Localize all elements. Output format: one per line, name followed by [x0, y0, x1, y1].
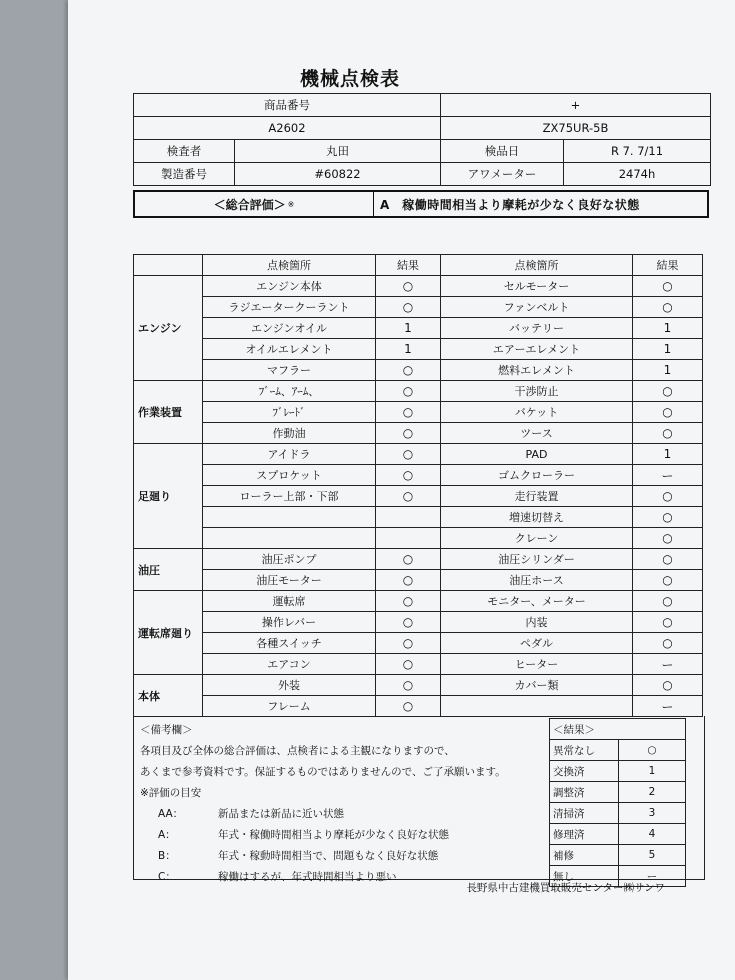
result-legend: ＜結果＞ 異常なし ○ 交換済 1 調整済 2 清掃済 3 修理済 4 補修 5 無し ー — [549, 718, 686, 887]
check-result — [376, 507, 441, 528]
inspection-table — [133, 254, 703, 717]
header-table — [133, 93, 711, 186]
check-result: ○ — [633, 549, 703, 570]
check-item: スプロケット — [203, 465, 376, 486]
check-item: PAD — [441, 444, 633, 465]
check-item: 外装 — [203, 675, 376, 696]
check-item: モニター、メーター — [441, 591, 633, 612]
category-label: エンジン — [134, 276, 203, 381]
check-item: 干渉防止 — [441, 381, 633, 402]
table-row — [134, 654, 703, 675]
check-item: ヒーター — [441, 654, 633, 675]
check-item: 操作レバー — [203, 612, 376, 633]
legend-title: ＜結果＞ — [550, 719, 686, 740]
inspect-date: R 7. 7/11 — [564, 140, 711, 163]
check-item: 油圧ホース — [441, 570, 633, 591]
table-row — [134, 528, 703, 549]
table-row — [134, 486, 703, 507]
check-result: ○ — [633, 507, 703, 528]
check-result: ー — [633, 465, 703, 486]
check-result: ○ — [376, 444, 441, 465]
grade-guide-title: ※評価の目安 — [140, 787, 202, 799]
table-row — [134, 360, 703, 381]
table-row — [134, 318, 703, 339]
overall-evaluation-value: A 稼働時間相当より摩耗が少なく良好な状態 — [380, 197, 640, 212]
check-result: ○ — [633, 612, 703, 633]
serial-number: #60822 — [235, 163, 441, 186]
table-row — [134, 696, 703, 717]
hour-meter: 2474h — [564, 163, 711, 186]
grade-row: A： 年式・稼働時間相当より摩耗が少なく良好な状態 — [158, 829, 449, 841]
model-name: ZX75UR-5B — [441, 117, 711, 140]
check-result: ○ — [376, 654, 441, 675]
check-result: ー — [633, 696, 703, 717]
check-item: マフラー — [203, 360, 376, 381]
remarks-line: 各項目及び全体の総合評価は、点検者による主観になりますので、 — [140, 745, 455, 757]
serial-label: 製造番号 — [134, 163, 235, 186]
remarks-line: あくまで参考資料です。保証するものではありませんので、ご了承願います。 — [140, 766, 506, 778]
check-result: ー — [633, 654, 703, 675]
check-result — [376, 528, 441, 549]
inspect-date-label: 検品日 — [441, 140, 564, 163]
check-result: 1 — [633, 444, 703, 465]
check-result: 1 — [633, 339, 703, 360]
check-item: 走行装置 — [441, 486, 633, 507]
col-header-result: 結果 — [633, 255, 703, 276]
check-result: ○ — [376, 633, 441, 654]
check-item: エアーエレメント — [441, 339, 633, 360]
check-result: 1 — [633, 318, 703, 339]
check-result: 1 — [376, 318, 441, 339]
table-row — [134, 570, 703, 591]
table-row — [134, 423, 703, 444]
remarks-title: ＜備考欄＞ — [140, 724, 193, 736]
check-item: ペダル — [441, 633, 633, 654]
check-item: 燃料エレメント — [441, 360, 633, 381]
overall-evaluation-label: ＜総合評価＞ — [213, 197, 286, 212]
check-result: ○ — [633, 528, 703, 549]
check-result: ○ — [376, 591, 441, 612]
grade-row: B： 年式・稼動時間相当で、問題もなく良好な状態 — [158, 850, 439, 862]
check-result: ○ — [376, 402, 441, 423]
table-row — [134, 276, 703, 297]
check-item: ツース — [441, 423, 633, 444]
col-header-place: 点検箇所 — [203, 255, 376, 276]
check-item: エアコン — [203, 654, 376, 675]
overall-evaluation — [133, 190, 709, 218]
table-row — [134, 381, 703, 402]
col-header-result: 結果 — [376, 255, 441, 276]
check-item: ﾌﾞﾚｰﾄﾞ — [203, 402, 376, 423]
check-result: ○ — [633, 402, 703, 423]
inspector-label: 検査者 — [134, 140, 235, 163]
inspector-name: 丸田 — [235, 140, 441, 163]
table-row — [134, 297, 703, 318]
check-result: ○ — [633, 297, 703, 318]
check-item: オイルエレメント — [203, 339, 376, 360]
check-result: ○ — [376, 612, 441, 633]
check-item: バケット — [441, 402, 633, 423]
hour-meter-label: アワメーター — [441, 163, 564, 186]
check-item: 運転席 — [203, 591, 376, 612]
check-result: ○ — [376, 276, 441, 297]
check-result: ○ — [633, 633, 703, 654]
check-item: ファンベルト — [441, 297, 633, 318]
check-item: 油圧ポンプ — [203, 549, 376, 570]
check-item — [441, 696, 633, 717]
check-result: 1 — [376, 339, 441, 360]
check-item: 内装 — [441, 612, 633, 633]
table-row — [134, 402, 703, 423]
table-row — [134, 633, 703, 654]
check-result: ○ — [633, 423, 703, 444]
check-result: ○ — [376, 423, 441, 444]
check-result: ○ — [633, 276, 703, 297]
category-label: 本体 — [134, 675, 203, 717]
check-item: カバー類 — [441, 675, 633, 696]
check-item: バッテリー — [441, 318, 633, 339]
grade-row: AA： 新品または新品に近い状態 — [158, 808, 344, 820]
category-label: 運転席廻り — [134, 591, 203, 675]
check-result: ○ — [376, 570, 441, 591]
check-result: ○ — [376, 360, 441, 381]
check-item: クレーン — [441, 528, 633, 549]
check-item: 増速切替え — [441, 507, 633, 528]
check-item — [203, 528, 376, 549]
table-row — [134, 444, 703, 465]
check-result: ○ — [633, 675, 703, 696]
check-item: ラジエータークーラント — [203, 297, 376, 318]
table-row — [134, 612, 703, 633]
check-item: セルモーター — [441, 276, 633, 297]
check-result: ○ — [633, 570, 703, 591]
check-result: ○ — [633, 486, 703, 507]
check-item: アイドラ — [203, 444, 376, 465]
category-label: 作業装置 — [134, 381, 203, 444]
product-no-label: 商品番号 — [134, 94, 441, 117]
check-result: ○ — [376, 675, 441, 696]
table-row — [134, 591, 703, 612]
check-item: ゴムクローラー — [441, 465, 633, 486]
check-result: ○ — [376, 549, 441, 570]
overall-evaluation-mark: ※ — [287, 199, 295, 209]
plus-mark: + — [441, 94, 711, 117]
check-result: ○ — [376, 297, 441, 318]
check-result: ○ — [376, 381, 441, 402]
check-result: ○ — [633, 381, 703, 402]
page-title: 機械点検表 — [300, 68, 401, 90]
table-row — [134, 465, 703, 486]
table-row — [134, 507, 703, 528]
check-item: 各種スイッチ — [203, 633, 376, 654]
check-item: エンジン本体 — [203, 276, 376, 297]
company-name: 長野県中古建機買取販売センター㈱サンワ — [466, 882, 665, 894]
table-row — [134, 549, 703, 570]
category-label: 足廻り — [134, 444, 203, 549]
check-item: 油圧シリンダー — [441, 549, 633, 570]
col-header-place: 点検箇所 — [441, 255, 633, 276]
check-item: ﾌﾞｰﾑ、ｱｰﾑ、 — [203, 381, 376, 402]
table-row — [134, 675, 703, 696]
grade-row: C： 稼働はするが、年式時間相当より悪い — [158, 871, 397, 883]
check-item: 油圧モーター — [203, 570, 376, 591]
check-item: ローラー上部・下部 — [203, 486, 376, 507]
check-result: 1 — [633, 360, 703, 381]
category-label: 油圧 — [134, 549, 203, 591]
remarks-section — [133, 716, 705, 883]
check-result: ○ — [633, 591, 703, 612]
check-item: 作動油 — [203, 423, 376, 444]
check-item: エンジンオイル — [203, 318, 376, 339]
check-item — [203, 507, 376, 528]
check-result: ○ — [376, 465, 441, 486]
check-result: ○ — [376, 486, 441, 507]
table-row — [134, 339, 703, 360]
check-item: フレーム — [203, 696, 376, 717]
check-result: ○ — [376, 696, 441, 717]
product-no: A2602 — [134, 117, 441, 140]
